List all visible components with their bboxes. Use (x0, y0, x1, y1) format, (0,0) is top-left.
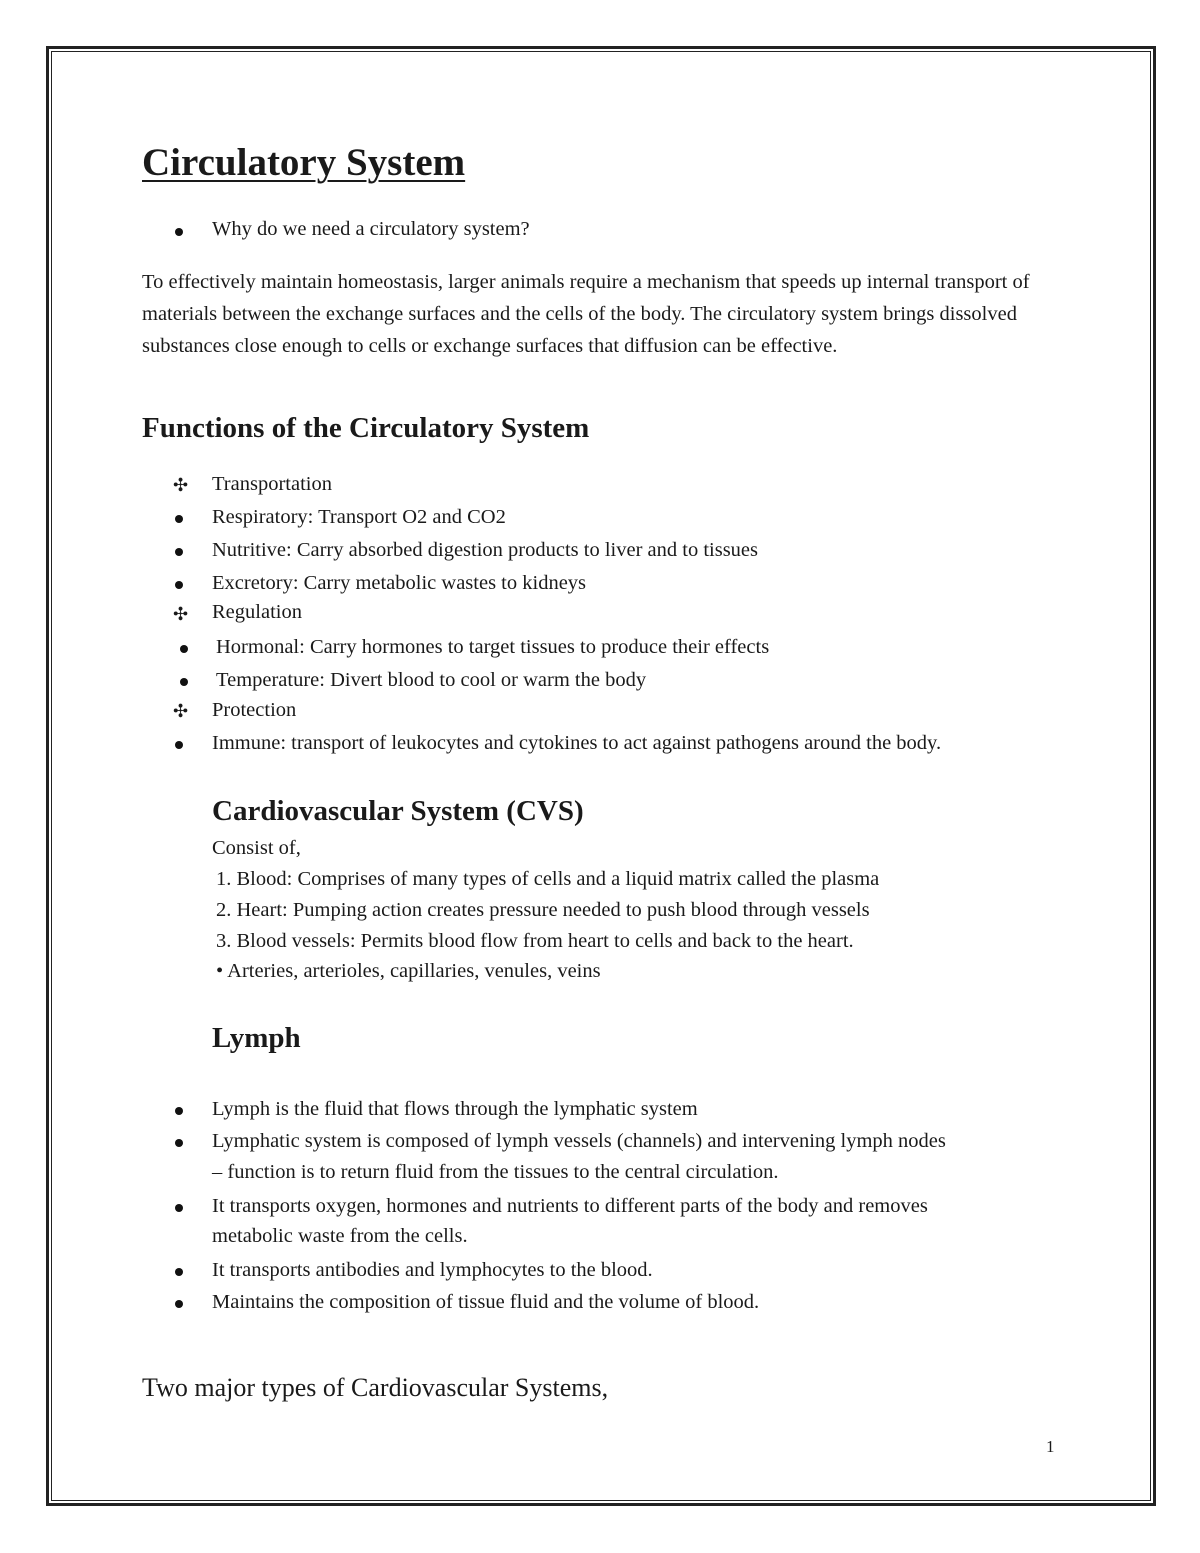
cvs-item: 3. Blood vessels: Permits blood flow from heart to cells and back to the heart. (216, 930, 854, 952)
bullet-icon (180, 678, 188, 686)
diamond-bullet-icon: ✣ (173, 701, 189, 721)
function-item: Nutritive: Carry absorbed digestion products to liver and to tissues (212, 539, 759, 561)
page-number: 1 (1046, 1437, 1055, 1456)
function-item: Hormonal: Carry hormones to target tissues to produce their effects (216, 636, 770, 658)
function-item: Immune: transport of leukocytes and cytokines to act against pathogens around the body. (212, 732, 942, 754)
bullet-icon (175, 1268, 183, 1276)
cvs-item: 1. Blood: Comprises of many types of cells and a liquid matrix called the plasma (216, 868, 880, 890)
intro-paragraph: To effectively maintain homeostasis, larger animals require a mechanism that speeds up internal transport of materials between the exchange surfaces and the cells of the body. The circulatory system brings dissolved substances close enough to cells or exchange surfaces that diffusion can be effective. (142, 271, 1030, 357)
bullet-icon (175, 515, 183, 523)
function-item: Transportation (212, 473, 332, 495)
closing-line: Two major types of Cardiovascular Systems, (142, 1373, 609, 1402)
lymph-item-continuation: metabolic waste from the cells. (212, 1225, 468, 1247)
function-item: Respiratory: Transport O2 and CO2 (212, 506, 506, 528)
lymph-item: Maintains the composition of tissue fluid and the volume of blood. (212, 1291, 760, 1313)
function-item: Excretory: Carry metabolic wastes to kidneys (212, 572, 587, 594)
bullet-icon (175, 1107, 183, 1115)
bullet-icon (175, 741, 183, 749)
lymph-item-continuation: – function is to return fluid from the tissues to the central circulation. (212, 1161, 779, 1183)
bullet-icon (175, 1300, 183, 1308)
bullet-icon (175, 228, 183, 236)
bullet-icon (175, 548, 183, 556)
function-item: Regulation (212, 601, 302, 623)
bullet-icon (175, 1204, 183, 1212)
lymph-heading: Lymph (212, 1022, 301, 1054)
bullet-icon (175, 1139, 183, 1147)
cvs-heading: Cardiovascular System (CVS) (212, 795, 584, 827)
lymph-item: It transports antibodies and lymphocytes to the blood. (212, 1259, 653, 1281)
bullet-icon (175, 581, 183, 589)
cvs-item: • Arteries, arterioles, capillaries, venules, veins (216, 960, 601, 982)
functions-heading: Functions of the Circulatory System (142, 412, 590, 444)
bullet-icon (180, 645, 188, 653)
cvs-item: 2. Heart: Pumping action creates pressure needed to push blood through vessels (216, 899, 870, 921)
diamond-bullet-icon: ✣ (173, 604, 189, 624)
function-item: Protection (212, 699, 297, 721)
lymph-item: Lymph is the fluid that flows through the lymphatic system (212, 1098, 698, 1120)
diamond-bullet-icon: ✣ (173, 475, 189, 495)
lymph-item: It transports oxygen, hormones and nutrients to different parts of the body and removes (212, 1195, 928, 1217)
page-title: Circulatory System (142, 141, 466, 184)
function-item: Temperature: Divert blood to cool or warm the body (216, 669, 647, 691)
lymph-item: Lymphatic system is composed of lymph vessels (channels) and intervening lymph nodes (212, 1130, 946, 1152)
intro-question: Why do we need a circulatory system? (212, 218, 530, 240)
cvs-lead: Consist of, (212, 837, 301, 859)
